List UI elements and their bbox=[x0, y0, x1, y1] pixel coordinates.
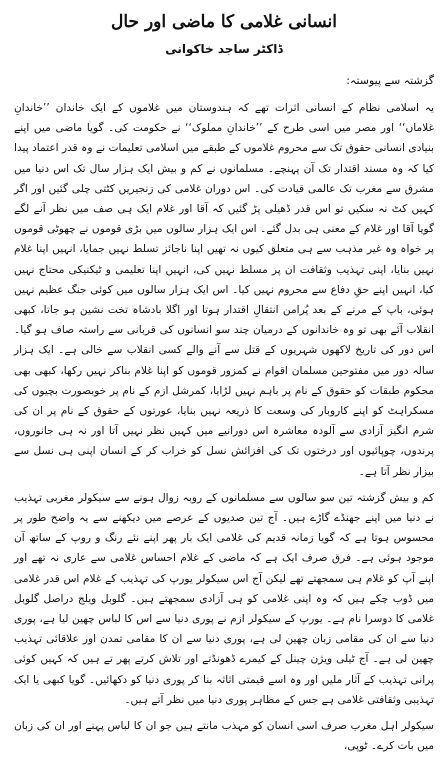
article-title: انسانی غلامی کا ماضی اور حال bbox=[111, 12, 337, 32]
article-author: ڈاکٹر ساجد خاکوانی bbox=[165, 42, 283, 56]
paragraph-2: کم و بیش گزشتہ تین سو سالوں سے مسلمانوں کے روبہ زوال ہونے سے سیکولر مغربی تہذیب نے دنیا میں اپنے جھنڈے گاڑے ہیں۔ آج تین صدیوں کے عرصے میں دیکھنے سے یہ واضح طور پر محسوس ہوتا ہے کہ گویا زمانہ قدیم کی غلامی ایک بار پھر اپنے نئے رنگ و روپ کے ساتھ آن موجود ہوئی ہے۔ فرق صرف ایک ہے کہ ماضی کے غلام احساس غلامی سے عاری نہ تھے اور اپنے آپ کو غلام ہی سمجھتے تھے لیکن آج اس سیکولر یورپ کی تہذیب کے غلام اس قدر غلامی میں ڈوب چکے ہیں کہ وہ اپنی غلامی کو ہی آزادی سمجھتے ہیں۔ گلوبل ویلج دراصل گلوبل غلامی کا دوسرا نام ہے۔ یورپ کے سیکولر ازم نے پوری دنیا سے اس کا لباس چھین لیا ہے، پوری دنیا سے ان کی مقامی زبان چھین لی ہے، پوری دنیا سے ان کا مقامی تمدن اور علاقائی تہذیب چھین لی ہے۔ آج ٹیلی ویژن چینل کے کیمرے ڈھونڈتے اور تلاش کرتے پھر تے ہیں کہ کہیں کوئی پرانی تہذیب کے آثار ملیں اور وہ اسے قیمتی اثاثہ بنا کر پوری دنیا کو دکھائیں۔ گویا کبھی یا ایک تہذیبی وثقافتی غلامی ہے جس کے مظاہر پوری دنیا میں نظر آتے ہیں۔ bbox=[14, 491, 434, 706]
paragraph-3: سیکولر اہل مغرب صرف اسی انسان کو مہذب مانتے ہیں جو ان کا لباس پہنے اور ان کی زبان میں بات کرے۔ ٹوپی، bbox=[14, 720, 434, 753]
continuation-note: گزشتہ سے پیوستہ: bbox=[346, 74, 434, 87]
paragraph-1: یہ اسلامی نظام کے انسانی اثرات تھے کہ ہندوستان میں غلاموں کے ایک خاندان ’’خاندانِ غلاماں‘‘ اور مصر میں اسی طرح کے ’’خاندانِ مملوک‘‘ نے حکومت کی۔ گویا ماضی میں اپنے بنیادی انسانی حقوق تک سے محروم غلاموں کے طبقے میں اسلامی تعلیمات نے وہ قدر اعتماد پیدا کیا کہ وہ مسند اقتدار تک آن پہنچے۔ مسلمانوں نے کم و بیش ایک ہزار سال تک اس دنیا میں مشرق سے مغرب تک عالمی قیادت کی۔ اس دوران غلامی کی زنجیریں کٹتی چلی گئیں اور اگر کہیں کٹ نہ سکیں تو اس قدر ڈھیلی پڑ گئیں کہ آقا اور غلام ایک ہی صف میں نظر آنے لگے گویا آقا اور غلام کے معنی ہی بدل گئے۔ اس ایک ہزار سالوں میں بڑی قوموں نے چھوٹی قوموں پر خواہ وہ غیر مذہب سے ہی متعلق کیوں نہ تھیں اپنا ناجائز تسلط نہیں جمایا، انہیں اپنا غلام نہیں بنایا، اپنی تہذیب وثقافت ان پر مسلط نہیں کی، انہیں اپنا تعلیمی و ٹیکنیکی محتاج نہیں کیا، انہیں اپنے حقِ دفاع سے محروم نہیں کیا۔ اس ایک ہزار سالوں میں کوئی جنگ عظیم نہیں ہوئی، باپ کے مرنے کے بعد پُرامن انتقالِ اقتدار ہوتا اور اگلا بادشاہ تخت نشین ہو جاتا، کبھی انقلاب آئے بھی تو وہ خاندانوں کے درمیان چند سو انسانوں کی قربانی سے راستہ صاف ہو گیا۔ اس دور کی تاریخ لاکھوں شہریوں کے قتل سے آنے والے کسی انقلاب سے خالی ہے۔ ایک ہزار سالہ دور میں مفتوحین مسلمان اقوام نے کمزور قوموں کو اپنا غلام بناکر نہیں رکھا، کبھی بھی محکوم طبقات کو حقوق کے نام پر باہم نہیں لڑایا، کمرشل ازم کے نام پر خوبصورت بچیوں کی مسکراہٹ کو اپنے کاروبار کی وسعت کا ذریعہ نہیں بنایا، عورتوں کے حقوق کے نام پر ان کی شرم انگیز آزادی سے آلودہ معاشرہ اس دورانیے میں کہیں نظر نہیں آتا اور نہ ہی جانوروں، پرندوں، چوپائیوں اور درختوں تک کی افزائش نسل کو خراب کر کے انسان اپنی ہی نسل سے بیزار نظر آتا ہے۔ bbox=[14, 102, 434, 478]
